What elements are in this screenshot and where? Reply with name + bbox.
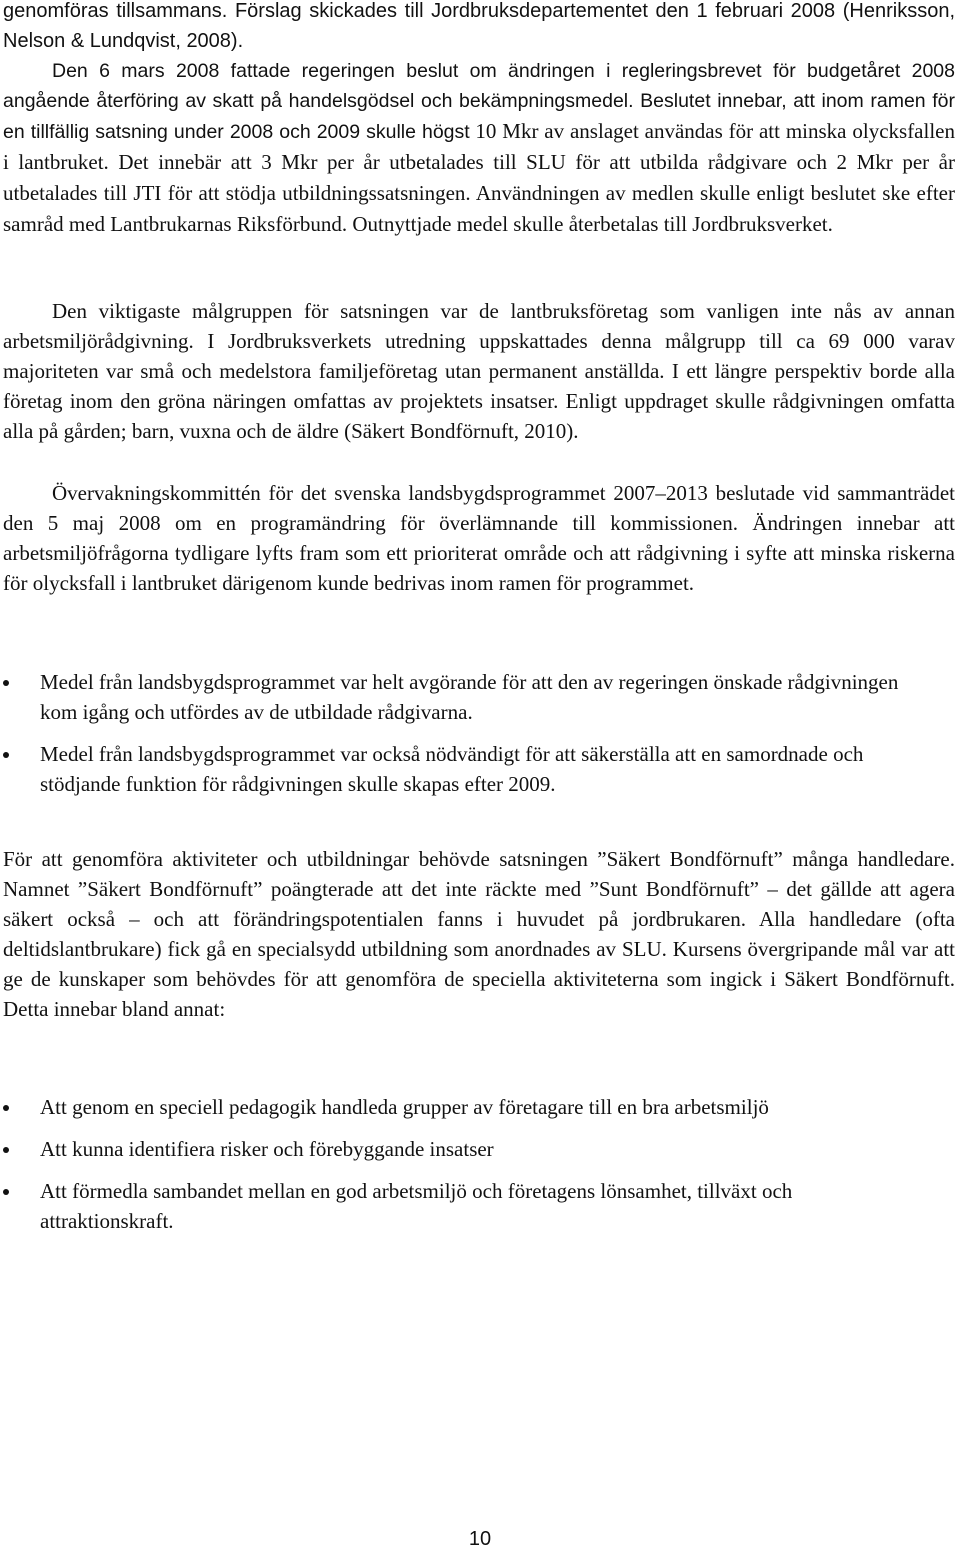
bullet-list-2: [3, 1092, 908, 1236]
bullet-icon: [3, 1189, 9, 1195]
list-item: [3, 1176, 908, 1236]
page-number: 10: [468, 1528, 492, 1550]
paragraph-2-serif-part: 10 Mkr av anslaget användas för att minska olycksfallen i lantbruket. Det innebär att 3 Mkr per år utbetalades till SLU för att utbilda rådgivare och 2 Mkr per år utbetalades till JTI för att stödja utbildningssatsningen. Användningen av medlen skulle enligt beslutet ske efter samråd med Lantbrukarnas Riksförbund. Outnyttjade medel skulle återbetalas till Jordbruksverket.: [3, 119, 955, 236]
list-item: [3, 739, 908, 799]
bullet-icon: [3, 680, 9, 686]
paragraph-2: [3, 56, 955, 240]
bullet-icon: [3, 1105, 9, 1111]
paragraph-2-sans-part: Den 6 mars 2008 fattade regeringen beslut om ändringen i regleringsbrevet för budgetåret 2008 angående återföring av skatt på handelsgödsel och bekämpningsmedel. Beslutet innebar, att inom ramen för en tillfällig satsning under 2008 och 2009 skulle högst: [3, 60, 955, 143]
list-item-text: Medel från landsbygdsprogrammet var också nödvändigt för att säkerställa att en samordnade och stödjande funktion för rådgivningen skulle skapas efter 2009.: [40, 742, 864, 796]
list-item-text: Medel från landsbygdsprogrammet var helt avgörande för att den av regeringen önskade rådgivningen kom igång och utfördes av de utbildade rådgivarna.: [40, 670, 899, 724]
list-item-text: Att förmedla sambandet mellan en god arbetsmiljö och företagens lönsamhet, tillväxt och attraktionskraft.: [40, 1179, 793, 1233]
paragraph-1: genomföras tillsammans. Förslag skickades till Jordbruksdepartementet den 1 februari 2008 (Henriksson, Nelson & Lundqvist, 2008).: [3, 0, 955, 52]
paragraph-5: För att genomföra aktiviteter och utbildningar behövde satsningen ”Säkert Bondförnuft” många handledare. Namnet ”Säkert Bondförnuft” poängterade att det inte räckte med ”Sunt Bondförnuft” – det gällde att agera säkert också – och att förändringspotentialen fanns i huvudet på jordbrukaren. Alla handledare (ofta deltidslantbrukare) fick gå en specialsydd utbildning som anordnades av SLU. Kursens övergripande mål var att ge de kunskaper som behövdes för att genomföra de speciella aktiviteterna som ingick i Säkert Bondförnuft. Detta innebar bland annat:: [3, 847, 955, 1021]
bullet-icon: [3, 752, 9, 758]
list-item: [3, 1092, 908, 1122]
list-item: [3, 667, 908, 727]
list-item-text: Att kunna identifiera risker och förebyggande insatser: [40, 1137, 494, 1161]
bullet-icon: [3, 1147, 9, 1153]
paragraph-3: Den viktigaste målgruppen för satsningen var de lantbruksföretag som vanligen inte nås av annan arbetsmiljörådgivning. I Jordbruksverkets utredning uppskattades denna målgrupp till ca 69 000 varav majoriteten var små och medelstora familjeföretag utan permanent anställda. I ett längre perspektiv borde alla företag inom den gröna näringen omfattas av projektets insatser. Enligt uppdraget skulle rådgivningen omfatta alla på gården; barn, vuxna och de äldre (Säkert Bondförnuft, 2010).: [3, 299, 955, 443]
paragraph-4: Övervakningskommittén för det svenska landsbygdsprogrammet 2007–2013 beslutade vid sammanträdet den 5 maj 2008 om en programändring för överlämnande till kommissionen. Ändringen innebar att arbetsmiljöfrågorna tydligare lyfts fram som ett prioriterat område och att rådgivning i syfte att minska riskerna för olycksfall i lantbruket därigenom kunde bedrivas inom ramen för programmet.: [3, 481, 955, 595]
list-item: [3, 1134, 908, 1164]
bullet-list-1: [3, 667, 908, 799]
list-item-text: Att genom en speciell pedagogik handleda grupper av företagare till en bra arbetsmiljö: [40, 1095, 769, 1119]
